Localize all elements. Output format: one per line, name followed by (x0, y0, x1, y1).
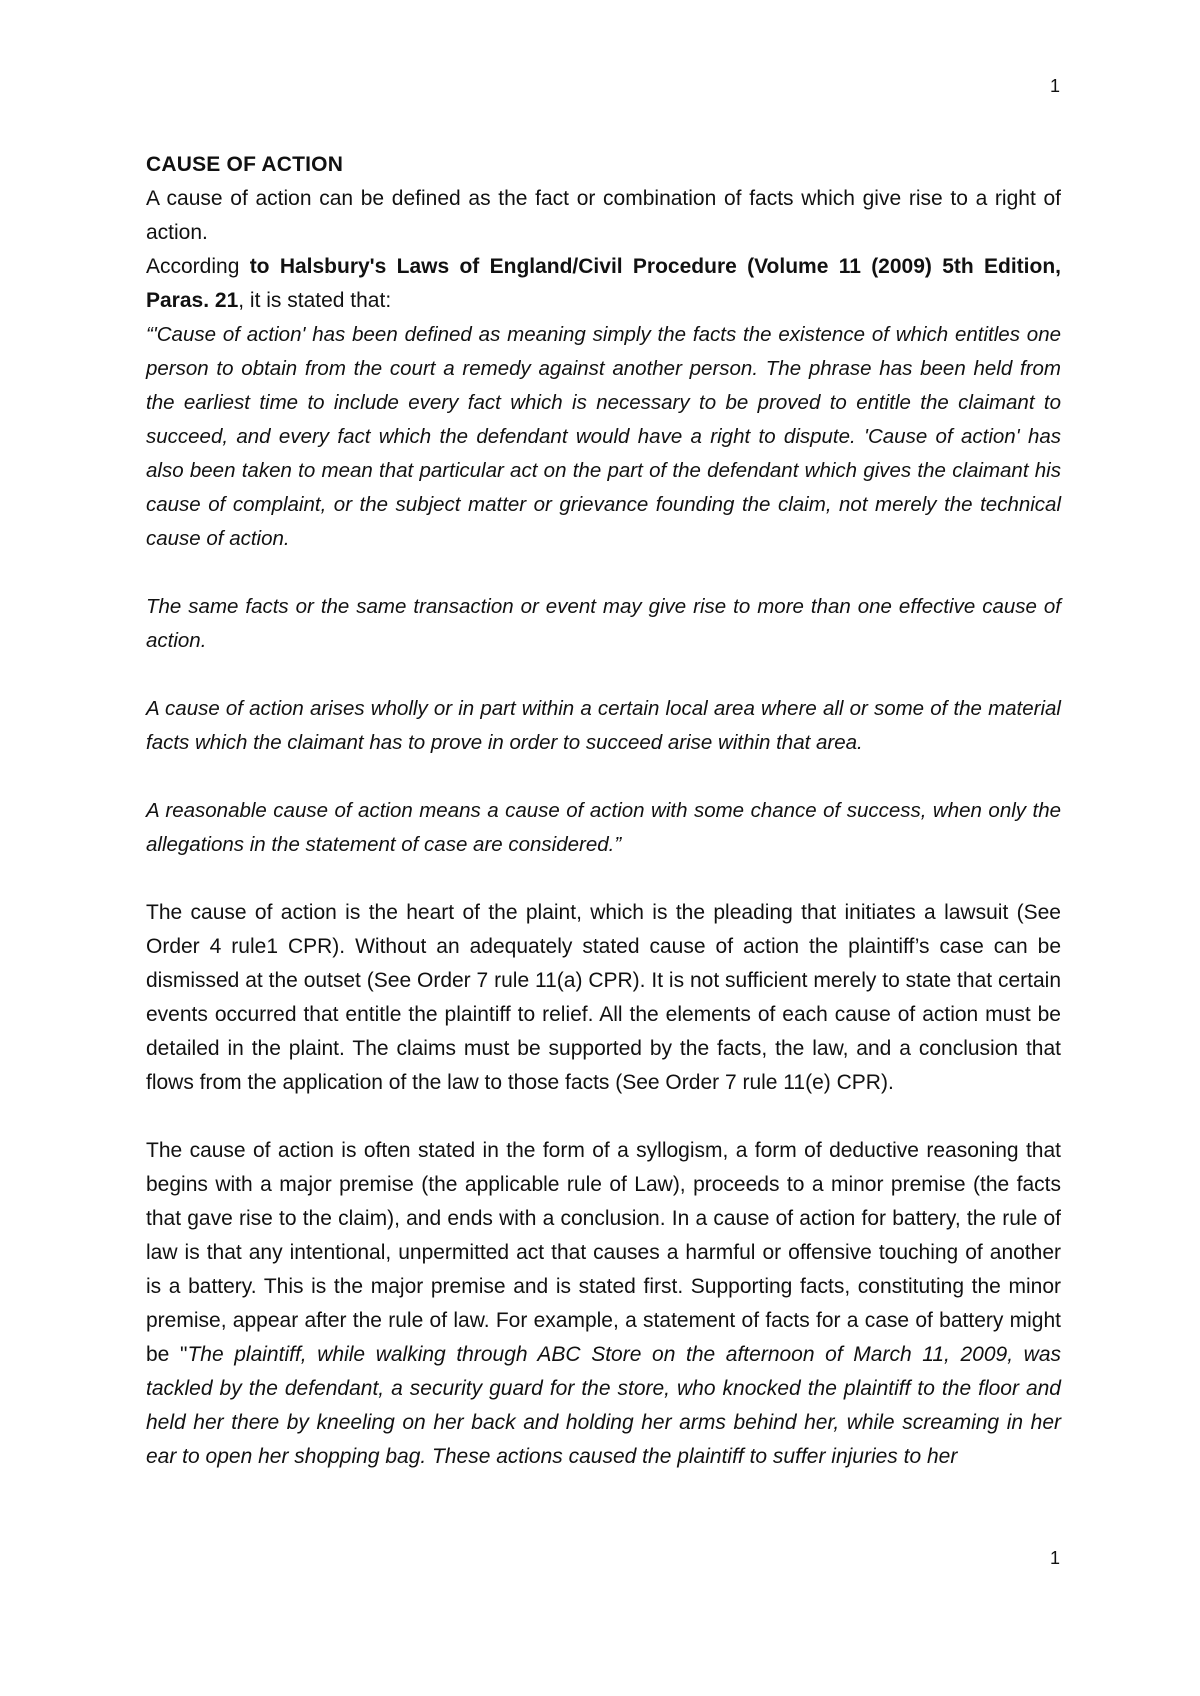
citation-intro-paragraph (146, 250, 1061, 318)
quote-paragraph-local-area: A cause of action arises wholly or in part within a certain local area where all or some of the material facts which the claimant has to prove in order to succeed arise within that area. (146, 697, 1061, 754)
paragraph-heart-of-plaint: The cause of action is the heart of the plaint, which is the pleading that initiates a lawsuit (See Order 4 rule1 CPR). Without an adequately stated cause of action the plaintiff’s case can be dismissed at the outset (See Order 7 rule 11(a) CPR). It is not sufficient merely to state that certain events occurred that entitle the plaintiff to relief. All the elements of each cause of action must be detailed in the plaint. The claims must be supported by the facts, the law, and a conclusion that flows from the application of the law to those facts (See Order 7 rule 11(e) CPR). (146, 901, 1061, 1094)
syllogism-text: The cause of action is often stated in the form of a syllogism, a form of deductive reasoning that begins with a major premise (the applicable rule of Law), proceeds to a minor premise (the facts that gave rise to the claim), and ends with a conclusion. In a cause of action for battery, the rule of law is that any intentional, unpermitted act that causes a harmful or offensive touching of another is a battery. This is the major premise and is stated first. Supporting facts, constituting the minor premise, appear after the rule of law. For example, a statement of facts for a case of battery might be " (146, 1139, 1061, 1366)
citation-reference: to Halsbury's Laws of England/Civil Procedure (Volume 11 (2009) 5th Edition, Paras. 21 (146, 255, 1061, 312)
citation-suffix: , it is stated that: (238, 289, 392, 312)
battery-example-text: The plaintiff, while walking through ABC Store on the afternoon of March 11, 2009, was tackled by the defendant, a security guard for the store, who knocked the plaintiff to the floor and held her there by kneeling on her back and holding her arms behind her, while screaming in her ear to open her shopping bag. These actions caused the plaintiff to suffer injuries to her (146, 1343, 1061, 1468)
halsbury-quote (146, 318, 1061, 862)
quote-paragraph-reasonable-cause: A reasonable cause of action means a cause of action with some chance of success, when only the allegations in the statement of case are considered.” (146, 799, 1061, 856)
paragraph-syllogism (146, 1134, 1061, 1474)
document-body (146, 148, 1061, 1474)
page-number-header: 1 (1049, 76, 1060, 96)
definition-paragraph: A cause of action can be defined as the fact or combination of facts which give rise to a right of action. (146, 187, 1061, 244)
page-number-footer: 1 (1049, 1548, 1060, 1568)
quote-paragraph-definition: “'Cause of action' has been defined as meaning simply the facts the existence of which entitles one person to obtain from the court a remedy against another person. The phrase has been held from the earliest time to include every fact which is necessary to be proved to entitle the claimant to succeed, and every fact which the defendant would have a right to dispute. 'Cause of action' has also been taken to mean that particular act on the part of the defendant which gives the claimant his cause of complaint, or the subject matter or grievance founding the claim, not merely the technical cause of action. (146, 323, 1061, 550)
quote-paragraph-same-facts: The same facts or the same transaction or event may give rise to more than one effective cause of action. (146, 595, 1061, 652)
citation-prefix: According (146, 255, 250, 278)
document-title: CAUSE OF ACTION (146, 153, 344, 176)
